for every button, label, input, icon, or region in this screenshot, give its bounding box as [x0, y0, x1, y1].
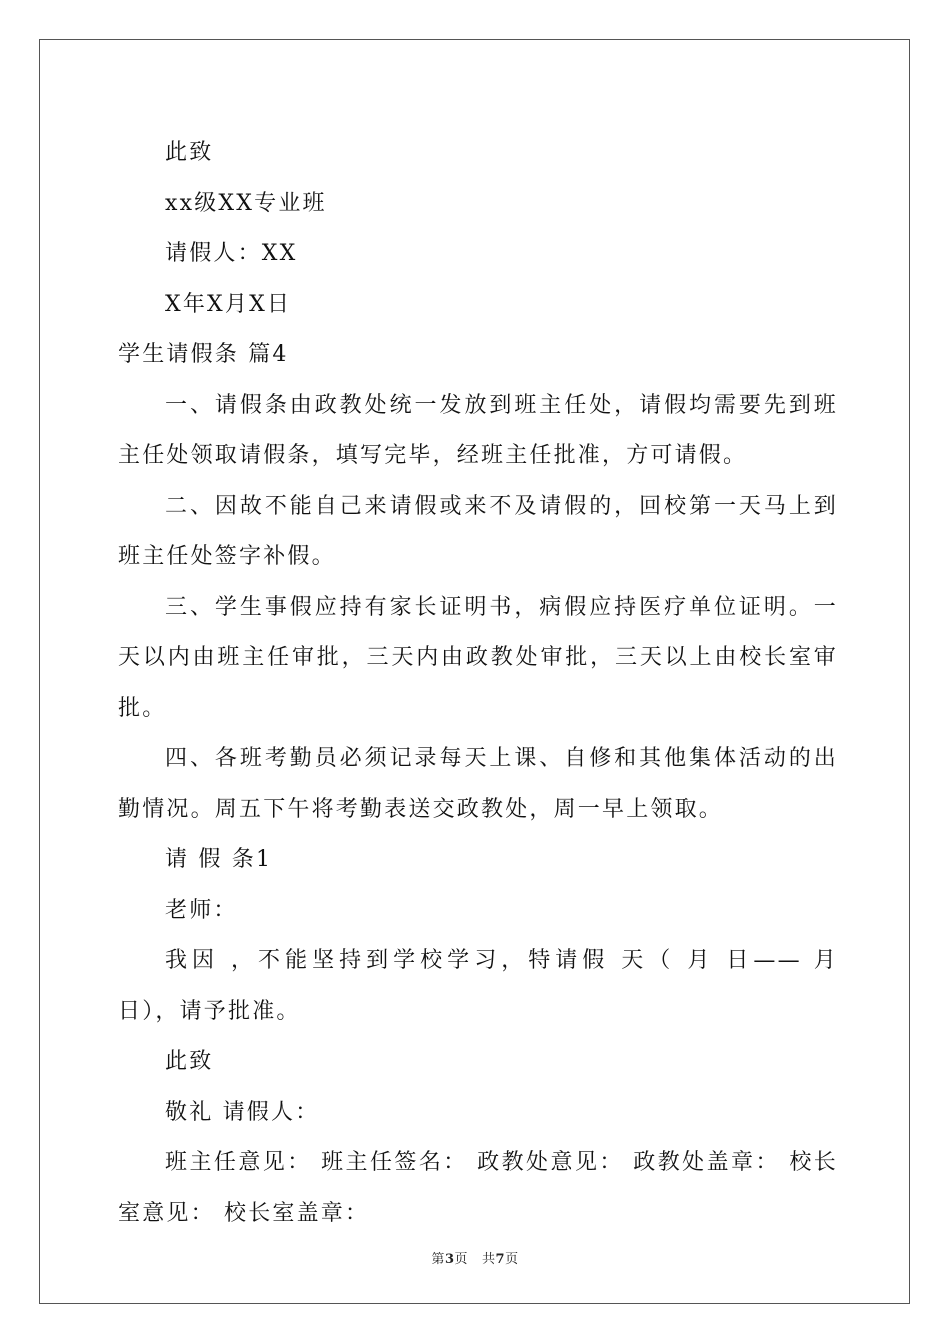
closing-phrase: 此致 — [165, 1049, 214, 1074]
class-name-line: xx级XX专业班 — [165, 190, 327, 216]
rule-paragraph-3: 三、学生事假应持有家长证明书，病假应持医疗单位证明。一天以内由班主任审批，三天内由政教处审批，三天以上由校长室审批。 — [118, 594, 838, 721]
closing-line: 此致 — [165, 140, 214, 165]
section-heading: 学生请假条 篇4 — [118, 342, 289, 367]
requester-line: 请假人：XX — [165, 241, 298, 266]
rule-paragraph-4: 四、各班考勤员必须记录每天上课、自修和其他集体活动的出勤情况。周五下午将考勤表送交政教处，周一早上领取。 — [118, 746, 838, 822]
page-number: 3 — [444, 1252, 455, 1267]
salutation: 老师： — [165, 897, 238, 923]
page-suffix: 页 — [454, 1252, 468, 1267]
request-paragraph: 我因 ，不能坚持到学校学习，特请假 天（ 月 日—— 月 日），请予批准。 — [118, 948, 838, 1024]
page-footer — [0, 1248, 950, 1267]
rule-paragraph-2: 二、因故不能自己来请假或来不及请假的，回校第一天马上到班主任处签字补假。 — [118, 493, 838, 569]
document-body — [118, 128, 838, 1239]
rule-paragraph-1: 一、请假条由政教处统一发放到班主任处，请假均需要先到班主任处领取请假条，填写完毕，经班主任批准，方可请假。 — [118, 392, 838, 468]
total-prefix: 共 — [482, 1252, 496, 1267]
date-line: X年X月X日 — [165, 291, 292, 317]
page-prefix: 第 — [431, 1252, 445, 1267]
approval-paragraph: 班主任意见： 班主任签名： 政教处意见： 政教处盖章： 校长室意见： 校长室盖章： — [118, 1150, 838, 1226]
total-pages: 7 — [495, 1252, 506, 1267]
total-suffix: 页 — [505, 1252, 519, 1267]
regards-line: 敬礼 请假人： — [165, 1099, 320, 1125]
note-title: 请 假 条1 — [165, 847, 273, 872]
